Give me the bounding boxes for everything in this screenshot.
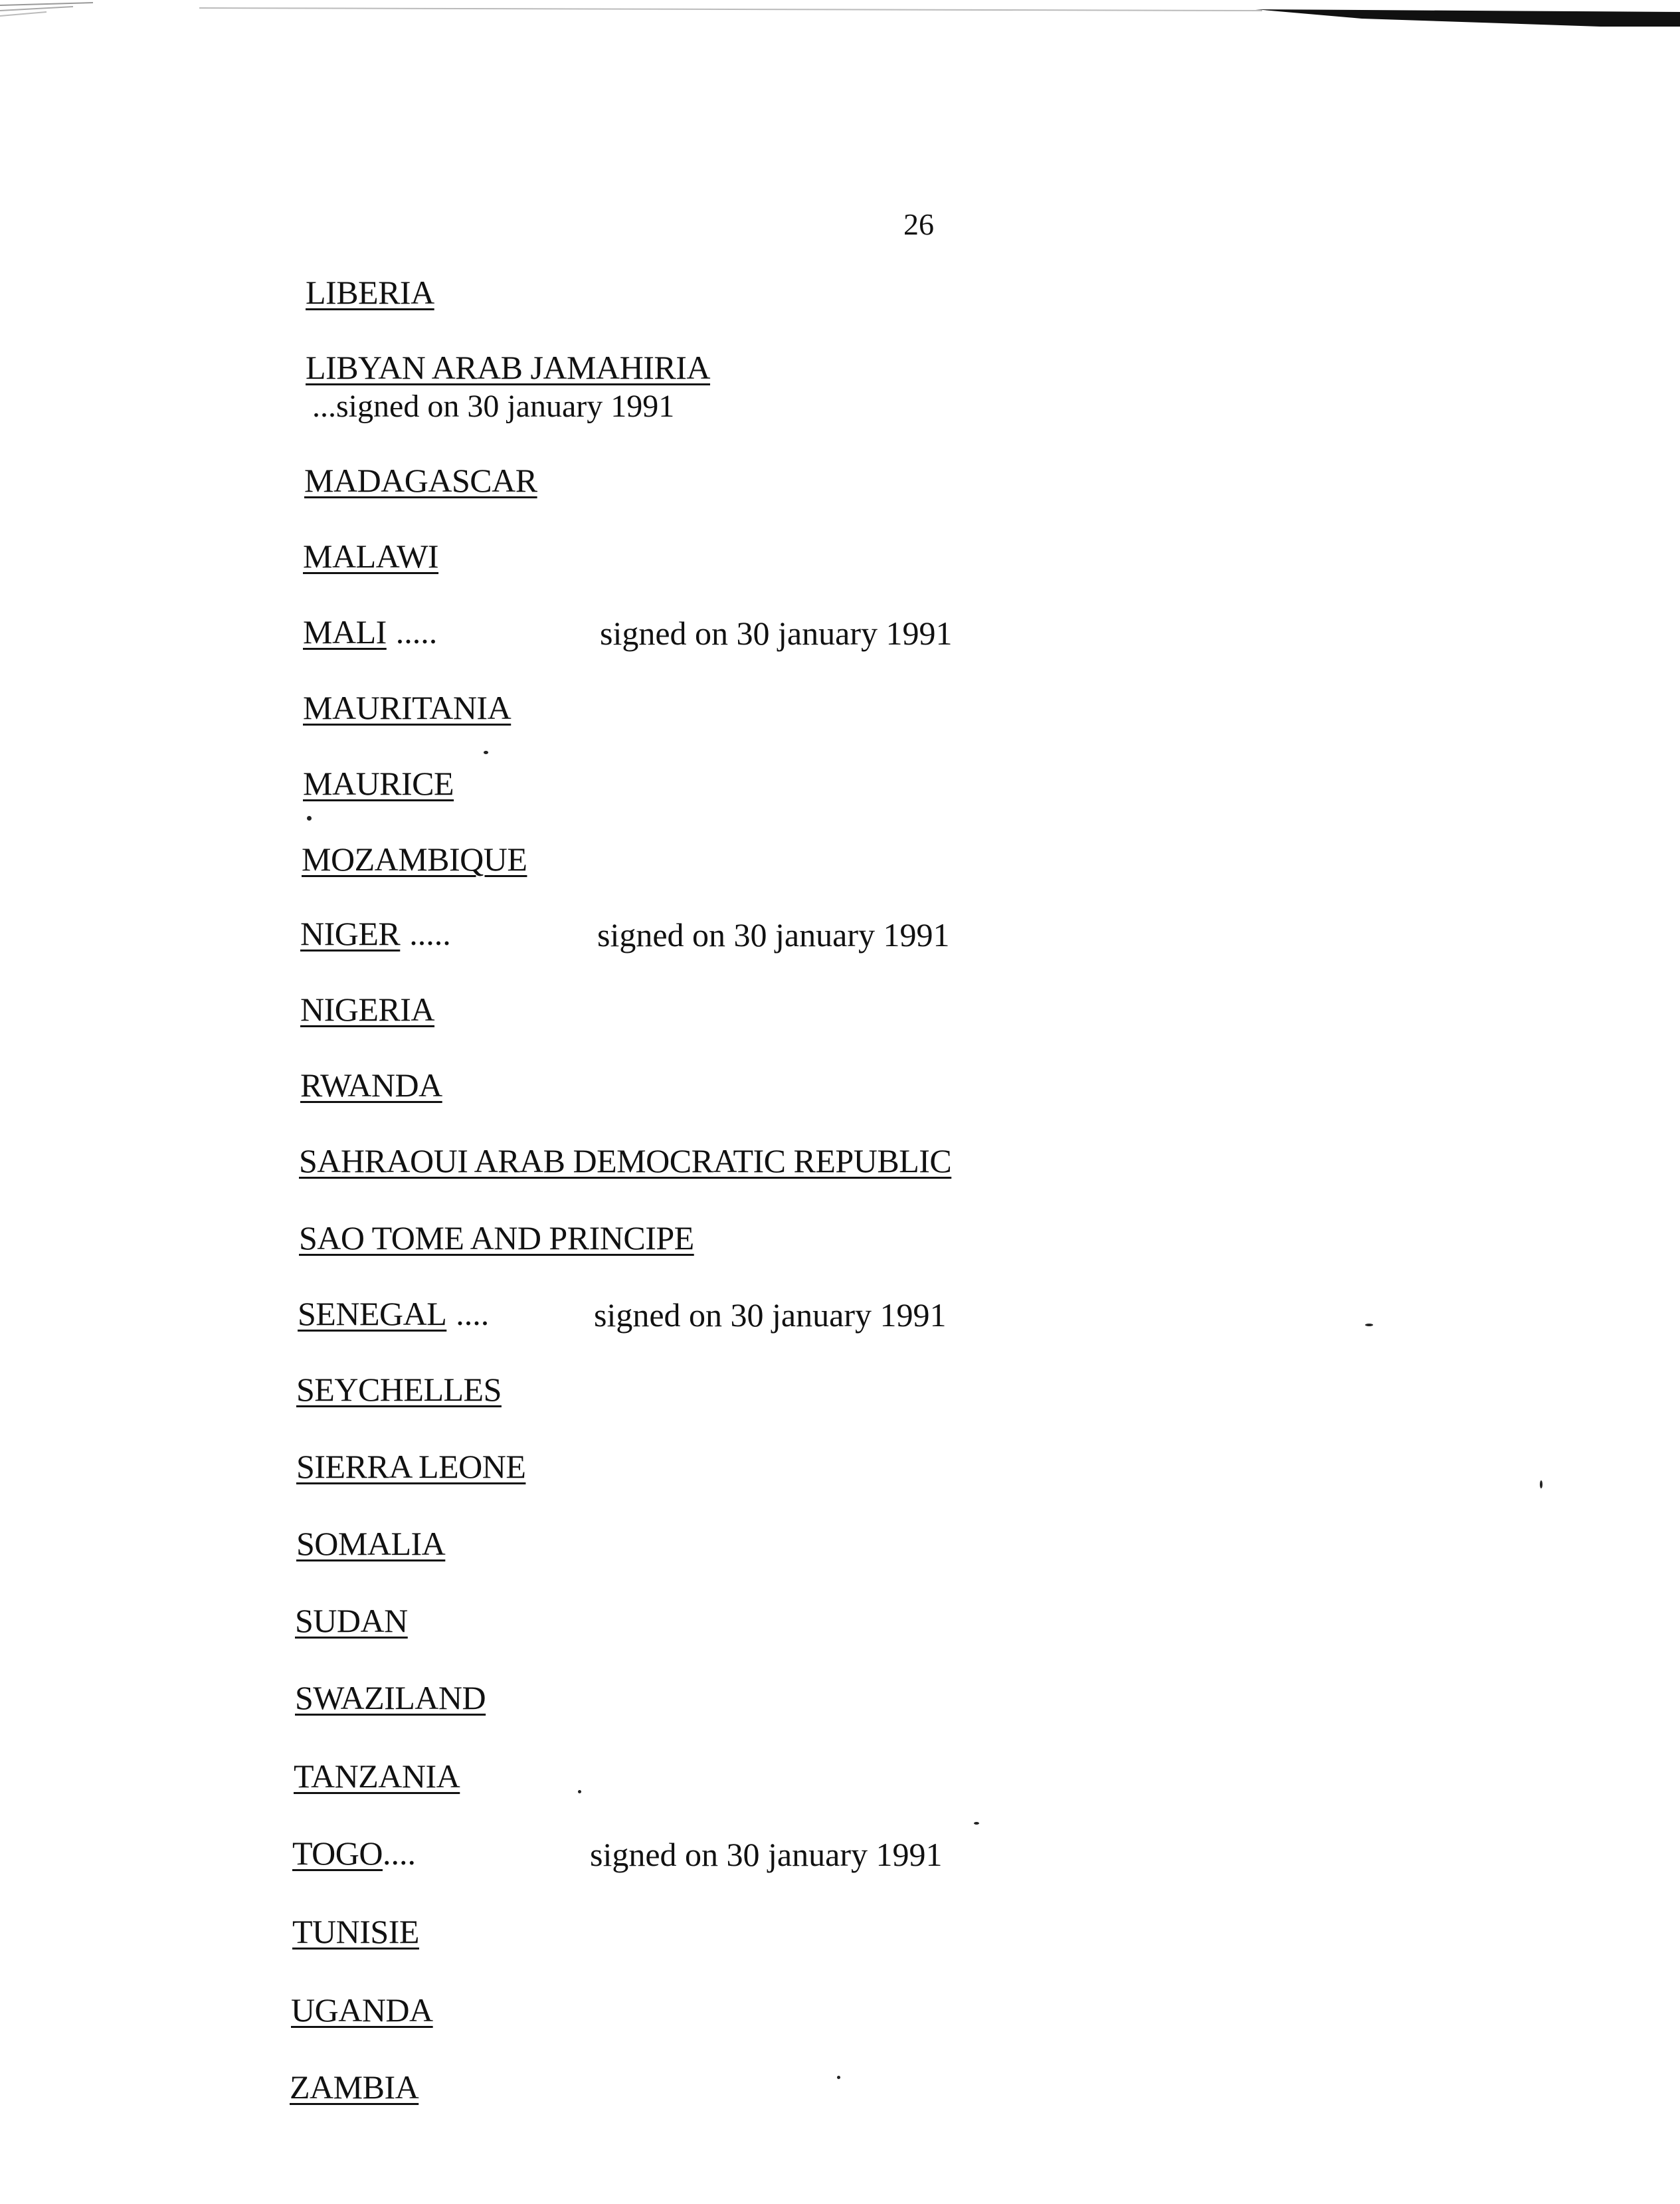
country-name: SWAZILAND [295, 1679, 486, 1716]
country-name: MALI [303, 613, 387, 651]
list-item [302, 843, 527, 876]
scan-speck [484, 751, 488, 754]
list-item [299, 1221, 694, 1254]
list-item [303, 691, 511, 724]
country-name: NIGER [300, 915, 401, 952]
list-item [306, 351, 710, 384]
list-item [299, 1144, 951, 1177]
list-item [296, 1373, 502, 1406]
list-item [296, 1527, 445, 1560]
list-item [303, 767, 454, 800]
country-name: SIERRA LEONE [296, 1448, 526, 1485]
leader-dots: ..... [409, 915, 451, 952]
country-name: MALAWI [303, 538, 439, 575]
country-name: MOZAMBIQUE [302, 841, 527, 878]
country-name: RWANDA [300, 1066, 442, 1104]
page-number: 26 [903, 207, 934, 241]
country-name: MADAGASCAR [304, 462, 537, 499]
country-name: ZAMBIA [290, 2068, 419, 2106]
scan-speck [578, 1790, 581, 1793]
country-name: TUNISIE [292, 1913, 419, 1950]
country-name: SUDAN [295, 1602, 408, 1639]
list-item [295, 1681, 486, 1714]
country-name: UGANDA [291, 1991, 433, 2029]
list-item [300, 1068, 442, 1102]
list-item [298, 1297, 489, 1330]
list-item [303, 540, 438, 573]
list-item [306, 276, 434, 309]
country-name: SEYCHELLES [296, 1371, 502, 1408]
leader-dots: .... [382, 1835, 416, 1872]
country-name: LIBYAN ARAB JAMAHIRIA [306, 349, 710, 386]
list-item [303, 615, 437, 649]
signature-note: signed on 30 january 1991 [590, 1836, 943, 1873]
list-item [304, 464, 537, 497]
list-item [294, 1759, 460, 1793]
country-name: SAO TOME AND PRINCIPE [299, 1219, 694, 1256]
country-name: LIBERIA [306, 274, 434, 311]
scan-speck [837, 2076, 840, 2079]
signature-note: signed on 30 january 1991 [600, 615, 953, 652]
country-name: SOMALIA [296, 1525, 446, 1562]
country-name: SAHRAOUI ARAB DEMOCRATIC REPUBLIC [299, 1142, 952, 1179]
country-name: MAURICE [303, 765, 454, 802]
list-item [292, 1915, 419, 1948]
country-name: NIGERIA [300, 991, 435, 1028]
signature-note: signed on 30 january 1991 [594, 1296, 947, 1334]
signature-note: signed on 30 january 1991 [597, 916, 950, 953]
scan-speck [974, 1822, 979, 1825]
list-item [291, 1993, 433, 2027]
country-name: TOGO [292, 1835, 383, 1872]
country-name: SENEGAL [298, 1295, 447, 1332]
leader-dots: .... [456, 1295, 490, 1332]
signature-note: ...signed on 30 january 1991 [312, 389, 675, 424]
list-item [300, 993, 434, 1026]
scan-speck [307, 816, 312, 821]
country-name: MAURITANIA [303, 689, 512, 726]
list-item [290, 2070, 419, 2104]
leader-dots: ..... [395, 613, 438, 651]
scan-top-edge [0, 0, 1680, 27]
list-item [300, 917, 451, 950]
country-name: TANZANIA [294, 1757, 460, 1795]
list-item [295, 1604, 408, 1637]
list-item [292, 1837, 416, 1870]
list-item [296, 1450, 525, 1483]
scan-speck [1365, 1324, 1373, 1326]
scan-speck [1540, 1480, 1542, 1488]
